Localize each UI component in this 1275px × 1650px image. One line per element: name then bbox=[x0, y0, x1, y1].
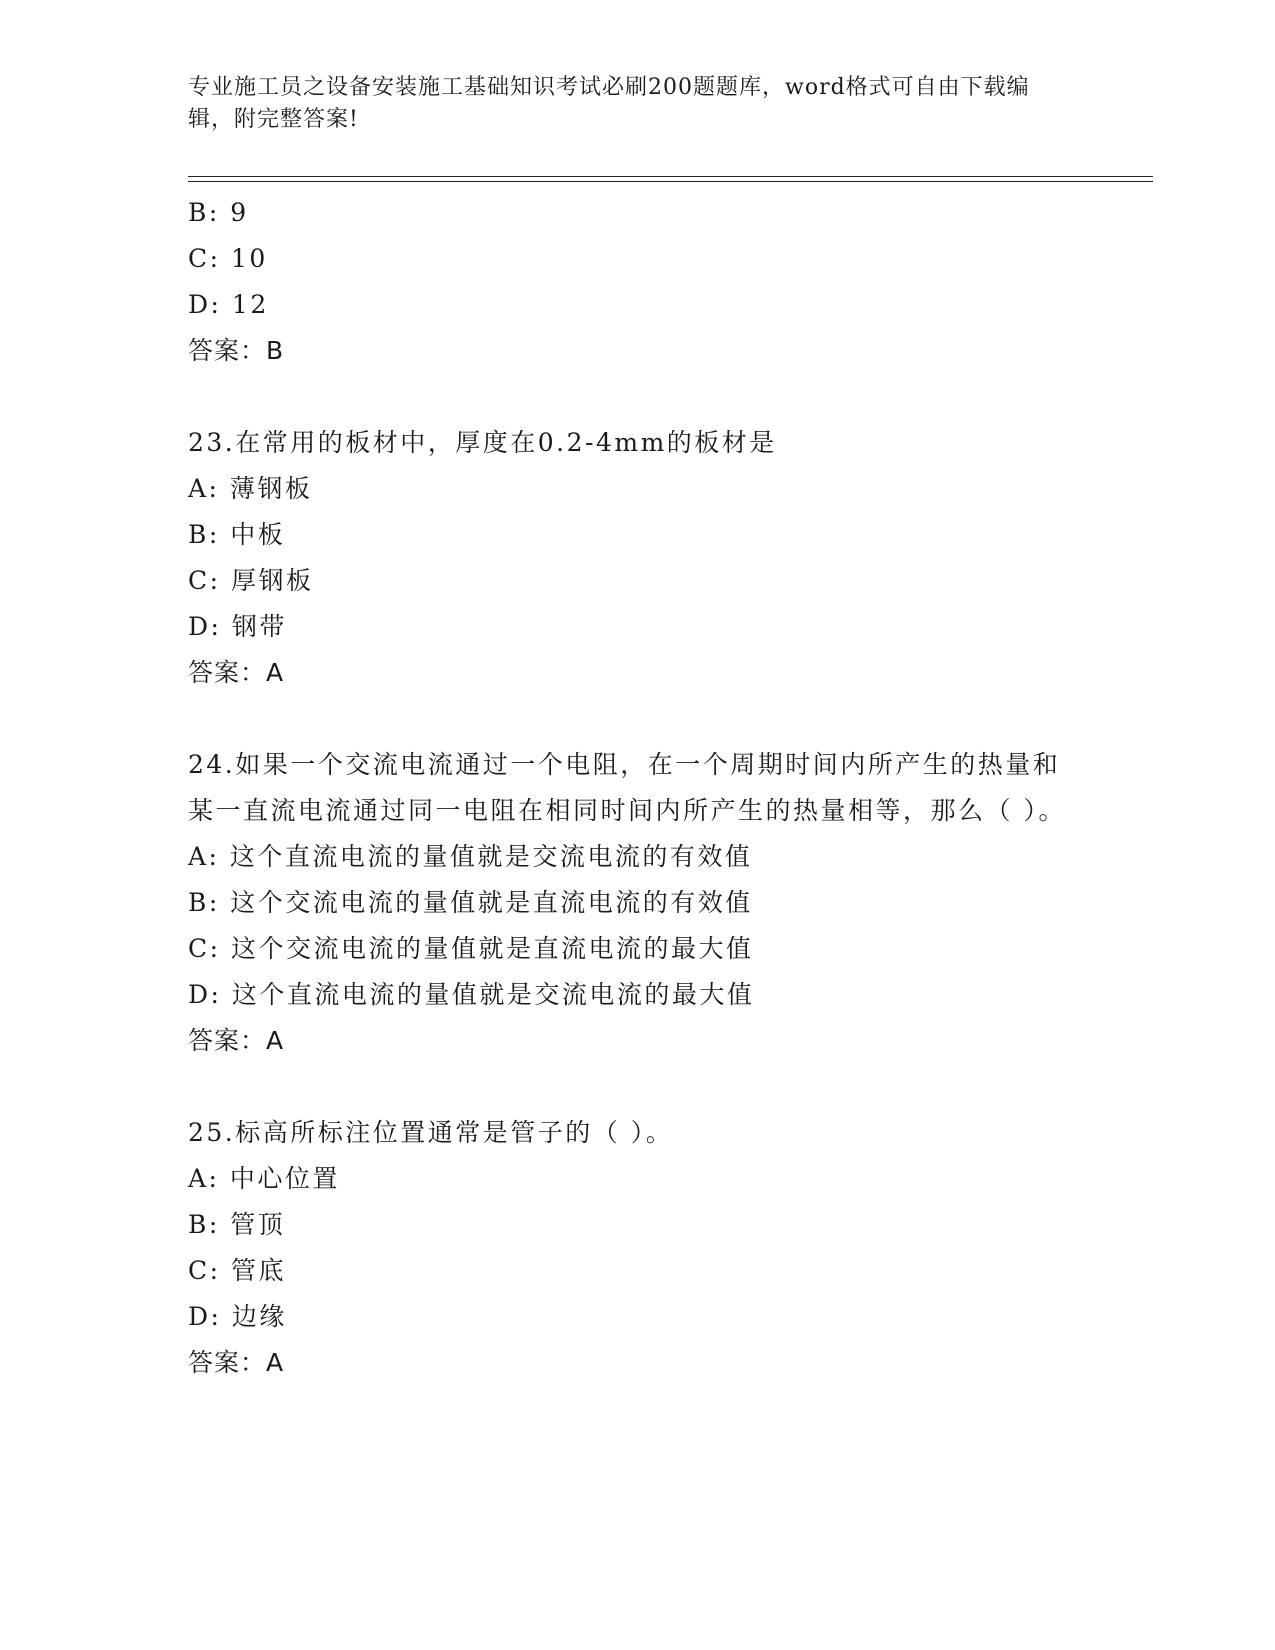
spacer bbox=[188, 696, 1088, 742]
question-25 bbox=[188, 1110, 1088, 1386]
option-c: C: 厚钢板 bbox=[188, 566, 314, 595]
document-header bbox=[188, 72, 1068, 136]
question-23 bbox=[188, 420, 1088, 696]
option-a: A: 薄钢板 bbox=[188, 474, 313, 503]
question-text: 23.在常用的板材中，厚度在0.2-4mm的板材是 bbox=[188, 428, 777, 457]
header-rule-top bbox=[188, 176, 1153, 177]
header-rule-bottom bbox=[188, 181, 1153, 182]
question-text: 24.如果一个交流电流通过一个电阻，在一个周期时间内所产生的热量和某一直流电流通过同一电阻在相同时间内所产生的热量相等，那么（ ）。 bbox=[188, 750, 1066, 825]
header-title: 专业施工员之设备安装施工基础知识考试必刷200题题库，word格式可自由下载编辑，附完整答案! bbox=[188, 75, 1030, 132]
question-text: 25.标高所标注位置通常是管子的（ ）。 bbox=[188, 1118, 674, 1147]
answer-line: 答案：A bbox=[188, 1026, 285, 1055]
option-b: B: 中板 bbox=[188, 520, 286, 549]
option-b: B: 这个交流电流的量值就是直流电流的有效值 bbox=[188, 888, 753, 917]
spacer bbox=[188, 1064, 1088, 1110]
answer-line: 答案：A bbox=[188, 1348, 285, 1377]
option-d: D: 钢带 bbox=[188, 612, 287, 641]
prev-question-block bbox=[188, 190, 1088, 374]
option-d: D: 这个直流电流的量值就是交流电流的最大值 bbox=[188, 980, 755, 1009]
spacer bbox=[188, 374, 1088, 420]
option-b: B: 9 bbox=[188, 198, 249, 227]
question-list bbox=[188, 190, 1088, 1386]
answer-line: 答案：A bbox=[188, 658, 285, 687]
option-a: A: 这个直流电流的量值就是交流电流的有效值 bbox=[188, 842, 753, 871]
option-d: D: 12 bbox=[188, 290, 269, 319]
option-c: C: 这个交流电流的量值就是直流电流的最大值 bbox=[188, 934, 754, 963]
answer-line: 答案：B bbox=[188, 336, 285, 365]
option-c: C: 10 bbox=[188, 244, 268, 273]
option-c: C: 管底 bbox=[188, 1256, 286, 1285]
question-24 bbox=[188, 742, 1088, 1064]
option-b: B: 管顶 bbox=[188, 1210, 286, 1239]
option-a: A: 中心位置 bbox=[188, 1164, 340, 1193]
option-d: D: 边缘 bbox=[188, 1302, 287, 1331]
